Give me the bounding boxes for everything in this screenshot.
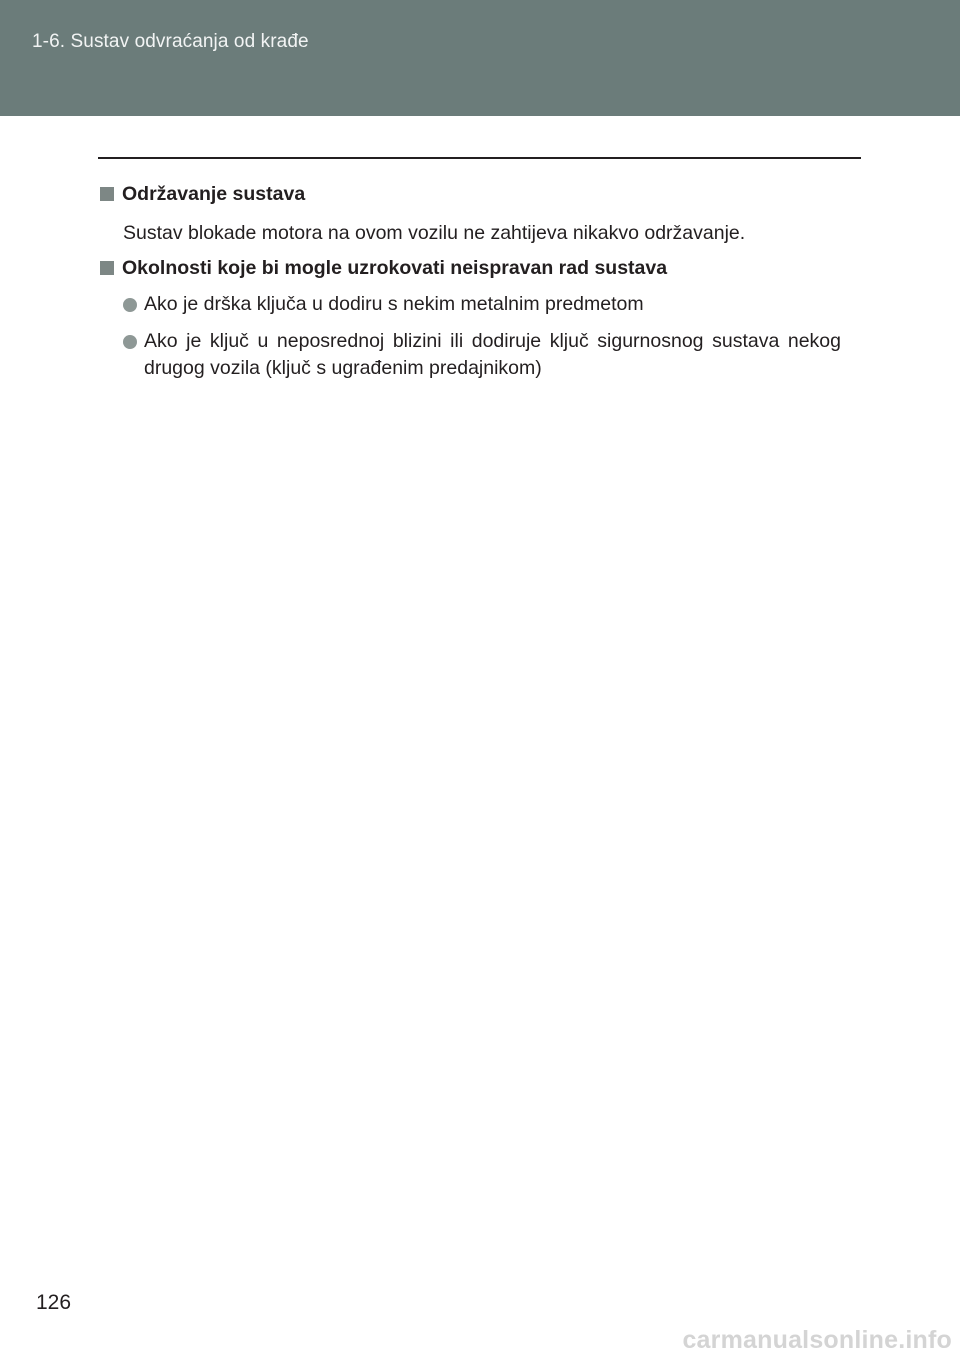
heading-maintenance (100, 183, 305, 206)
section-title: 1-6. Sustav odvraćanja od krađe (32, 31, 309, 52)
watermark: carmanualsonline.info (682, 1326, 952, 1354)
list-item-text: Ako je ključ u neposrednoj blizini ili dodiruje ključ sigurnosnog sustava nekog drugog vozila (ključ s ugrađenim predajnikom) (144, 330, 841, 379)
list-item (123, 291, 841, 318)
circle-bullet-icon (123, 335, 137, 349)
page-number: 126 (36, 1291, 72, 1314)
top-divider (98, 157, 861, 159)
square-bullet-icon (100, 187, 114, 201)
square-bullet-icon (100, 261, 114, 275)
heading-malfunction (100, 257, 667, 280)
list-item-text: Ako je drška ključa u dodiru s nekim metalnim predmetom (144, 293, 644, 315)
circle-bullet-icon (123, 298, 137, 312)
heading-maintenance-text: Održavanje sustava (122, 183, 306, 205)
heading-malfunction-text: Okolnosti koje bi mogle uzrokovati neispravan rad sustava (122, 257, 668, 279)
maintenance-text: Sustav blokade motora na ovom vozilu ne zahtijeva nikakvo održavanje. (123, 222, 746, 244)
header-band (0, 0, 960, 116)
list-item (123, 328, 841, 382)
